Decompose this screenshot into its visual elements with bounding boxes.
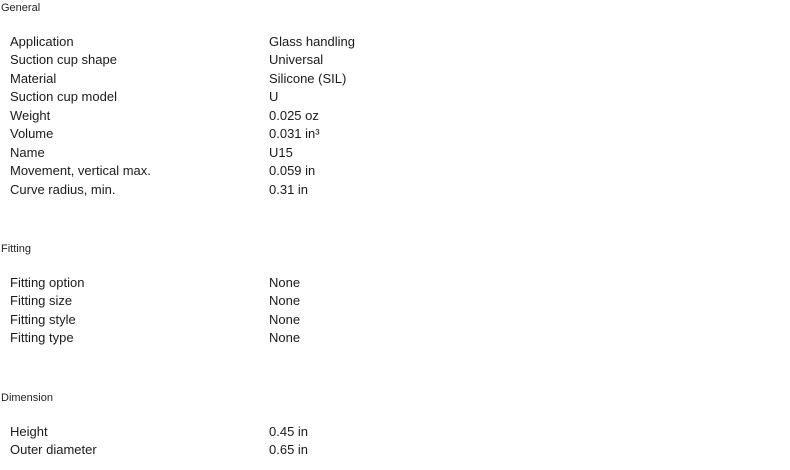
section-title-general: General: [1, 2, 41, 14]
spec-label: Weight: [10, 107, 51, 123]
spec-row: [10, 51, 770, 70]
spec-row: [10, 292, 770, 311]
spec-row: [10, 88, 770, 107]
spec-value: None: [269, 330, 301, 346]
spec-value: Glass handling: [269, 33, 355, 49]
spec-value: None: [269, 274, 301, 290]
spec-value: 0.025 oz: [269, 107, 319, 123]
spec-label: Fitting style: [10, 311, 76, 327]
spec-value: 0.45 in: [269, 423, 309, 439]
spec-label: Name: [10, 144, 45, 160]
spec-label: Outer diameter: [10, 442, 97, 458]
section-title-dimension: Dimension: [1, 392, 53, 404]
spec-row: [10, 125, 770, 144]
spec-row: [10, 143, 770, 162]
spec-label: Movement, vertical max.: [10, 163, 151, 179]
spec-label: Fitting option: [10, 274, 85, 290]
spec-label: Suction cup shape: [10, 52, 117, 68]
section-title-fitting: Fitting: [1, 243, 31, 255]
spec-row: [10, 180, 770, 199]
spec-label: Application: [10, 33, 74, 49]
spec-label: Fitting type: [10, 330, 74, 346]
spec-value: Universal: [269, 52, 324, 68]
spec-row: [10, 273, 770, 292]
spec-row: [10, 32, 770, 51]
spec-value: None: [269, 293, 301, 309]
spec-row: [10, 106, 770, 125]
spec-row: [10, 329, 770, 348]
spec-table-general: [10, 32, 770, 199]
spec-row: [10, 69, 770, 88]
spec-label: Fitting size: [10, 293, 73, 309]
spec-value: U: [269, 89, 279, 105]
spec-value: U15: [269, 144, 293, 160]
spec-value: 0.31 in: [269, 181, 309, 197]
spec-row: [10, 422, 770, 441]
spec-value: 0.031 in³: [269, 126, 320, 142]
spec-label: Material: [10, 70, 57, 86]
spec-value: None: [269, 311, 301, 327]
spec-value: 0.059 in: [269, 163, 316, 179]
spec-label: Suction cup model: [10, 89, 117, 105]
spec-value: 0.65 in: [269, 442, 309, 458]
spec-table-dimension: [10, 422, 770, 459]
spec-label: Volume: [10, 126, 54, 142]
spec-row: [10, 441, 770, 460]
spec-label: Height: [10, 423, 48, 439]
spec-value: Silicone (SIL): [269, 70, 347, 86]
spec-label: Curve radius, min.: [10, 181, 116, 197]
spec-table-fitting: [10, 273, 770, 347]
spec-row: [10, 310, 770, 329]
spec-row: [10, 162, 770, 181]
